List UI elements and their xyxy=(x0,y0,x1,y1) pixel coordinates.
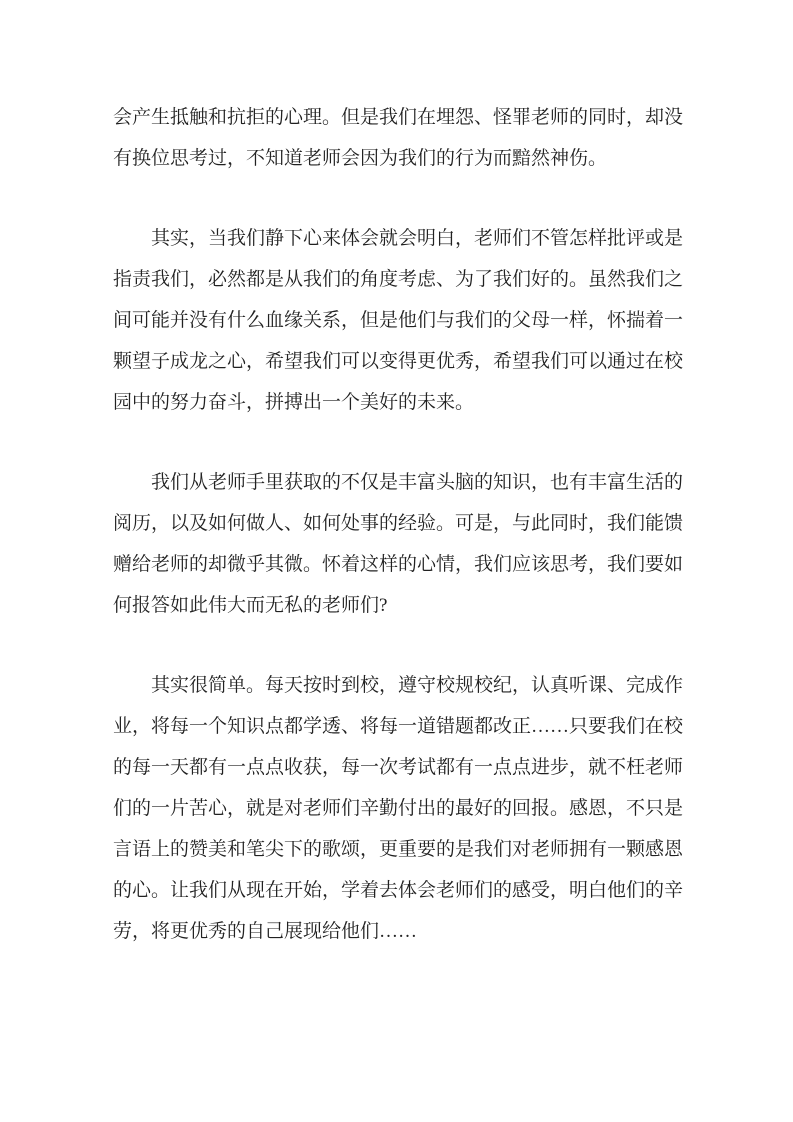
paragraph-4: 其实很简单。每天按时到校，遵守校规校纪，认真听课、完成作业，将每一个知识点都学透、将每一道错题都改正……只要我们在校的每一天都有一点点收获，每一次考试都有一点点进步，就不枉老师们的一片苦心，就是对老师们辛勤付出的最好的回报。感恩，不只是言语上的赞美和笔尖下的歌颂，更重要的是我们对老师拥有一颗感恩的心。让我们从现在开始，学着去体会老师们的感受，明白他们的辛劳，将更优秀的自己展现给他们…… xyxy=(113,675,684,942)
paragraph-2: 其实，当我们静下心来体会就会明白，老师们不管怎样批评或是指责我们，必然都是从我们的角度考虑、为了我们好的。虽然我们之间可能并没有什么血缘关系，但是他们与我们的父母一样，怀揣着一颗望子成龙之心，希望我们可以变得更优秀，希望我们可以通过在校园中的努力奋斗，拼搏出一个美好的未来。 xyxy=(113,228,684,413)
paragraph-3: 我们从老师手里获取的不仅是丰富头脑的知识，也有丰富生活的阅历，以及如何做人、如何处事的经验。可是，与此同时，我们能馈赠给老师的却微乎其微。怀着这样的心情，我们应该思考，我们要如何报答如此伟大而无私的老师们? xyxy=(113,472,684,616)
paragraph-continuation: 会产生抵触和抗拒的心理。但是我们在埋怨、怪罪老师的同时，却没有换位思考过，不知道老师会因为我们的行为而黯然神伤。 xyxy=(113,107,684,169)
